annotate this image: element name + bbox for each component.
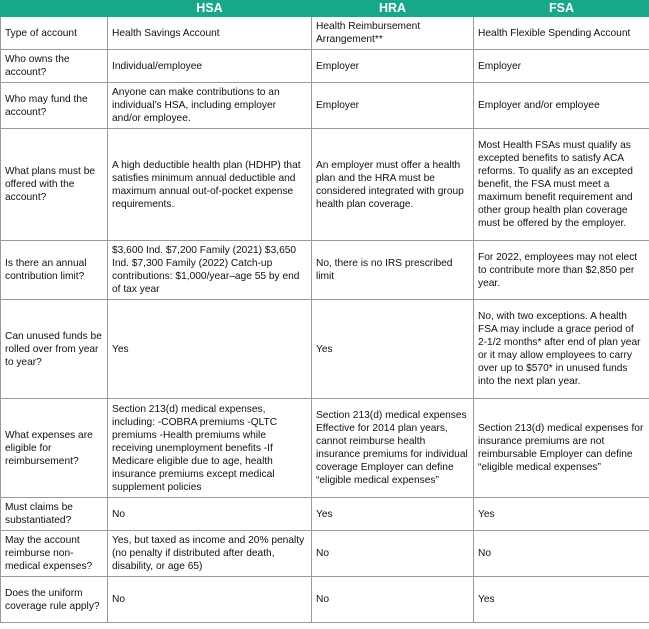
hsa-cell: Section 213(d) medical expenses, including: -COBRA premiums -QLTC premiums -Health premiums while receiving unemployment benefits -If Medicare eligible due to age, health insurance premiums except medical supplement policies — [108, 399, 312, 498]
row-question: Type of account — [1, 17, 108, 50]
table-row — [1, 531, 649, 577]
table-row — [1, 83, 649, 129]
table-row — [1, 300, 649, 399]
table-row — [1, 498, 649, 531]
hsa-cell: Anyone can make contributions to an individual’s HSA, including employer and/or employee. — [108, 83, 312, 129]
hra-cell: No — [312, 577, 474, 623]
fsa-cell: For 2022, employees may not elect to contribute more than $2,850 per year. — [474, 241, 649, 300]
fsa-cell: No, with two exceptions. A health FSA may include a grace period of 2-1/2 months* after end of plan year or it may allow employees to carry over up to $570* in unused funds into the next plan year. — [474, 300, 649, 399]
hsa-cell: Health Savings Account — [108, 17, 312, 50]
hra-cell: Yes — [312, 498, 474, 531]
hsa-cell: A high deductible health plan (HDHP) that satisfies minimum annual deductible and maximum annual out-of-pocket expense requirements. — [108, 129, 312, 241]
hsa-cell: No — [108, 498, 312, 531]
row-question: May the account reimburse non-medical expenses? — [1, 531, 108, 577]
hra-cell: Employer — [312, 83, 474, 129]
header-fsa: FSA — [474, 1, 649, 17]
header-blank — [1, 1, 108, 17]
header-hsa: HSA — [108, 1, 312, 17]
hsa-cell: Yes, but taxed as income and 20% penalty (no penalty if distributed after death, disability, or age 65) — [108, 531, 312, 577]
row-question: What plans must be offered with the account? — [1, 129, 108, 241]
row-question: Is there an annual contribution limit? — [1, 241, 108, 300]
table-row — [1, 50, 649, 83]
header-row — [1, 1, 649, 17]
table-row — [1, 129, 649, 241]
fsa-cell: No — [474, 531, 649, 577]
row-question: Who owns the account? — [1, 50, 108, 83]
header-hra: HRA — [312, 1, 474, 17]
hra-cell: Section 213(d) medical expenses Effective for 2014 plan years, cannot reimburse health insurance premiums for individual coverage Employer can define “eligible medical expenses” — [312, 399, 474, 498]
fsa-cell: Section 213(d) medical expenses for insurance premiums are not reimbursable Employer can define “eligible medical expenses” — [474, 399, 649, 498]
hra-cell: An employer must offer a health plan and the HRA must be considered integrated with group health plan coverage. — [312, 129, 474, 241]
fsa-cell: Health Flexible Spending Account — [474, 17, 649, 50]
table-row — [1, 577, 649, 623]
hra-cell: Yes — [312, 300, 474, 399]
hra-cell: Health Reimbursement Arrangement** — [312, 17, 474, 50]
row-question: Does the uniform coverage rule apply? — [1, 577, 108, 623]
hra-cell: Employer — [312, 50, 474, 83]
hsa-cell: $3,600 Ind. $7,200 Family (2021) $3,650 Ind. $7,300 Family (2022) Catch-up contributions: $1,000/year–age 55 by end of tax year — [108, 241, 312, 300]
hsa-cell: Individual/employee — [108, 50, 312, 83]
hsa-cell: Yes — [108, 300, 312, 399]
table-row — [1, 399, 649, 498]
row-question: Must claims be substantiated? — [1, 498, 108, 531]
fsa-cell: Yes — [474, 577, 649, 623]
hra-cell: No, there is no IRS prescribed limit — [312, 241, 474, 300]
fsa-cell: Employer and/or employee — [474, 83, 649, 129]
fsa-cell: Yes — [474, 498, 649, 531]
hra-cell: No — [312, 531, 474, 577]
table-row — [1, 241, 649, 300]
row-question: Who may fund the account? — [1, 83, 108, 129]
row-question: What expenses are eligible for reimbursement? — [1, 399, 108, 498]
fsa-cell: Employer — [474, 50, 649, 83]
hsa-cell: No — [108, 577, 312, 623]
table-row — [1, 17, 649, 50]
row-question: Can unused funds be rolled over from year to year? — [1, 300, 108, 399]
fsa-cell: Most Health FSAs must qualify as excepted benefits to satisfy ACA reforms. To qualify as an excepted benefit, the FSA must meet a maximum benefit requirement and other group health plan coverage must be offered by the employer. — [474, 129, 649, 241]
